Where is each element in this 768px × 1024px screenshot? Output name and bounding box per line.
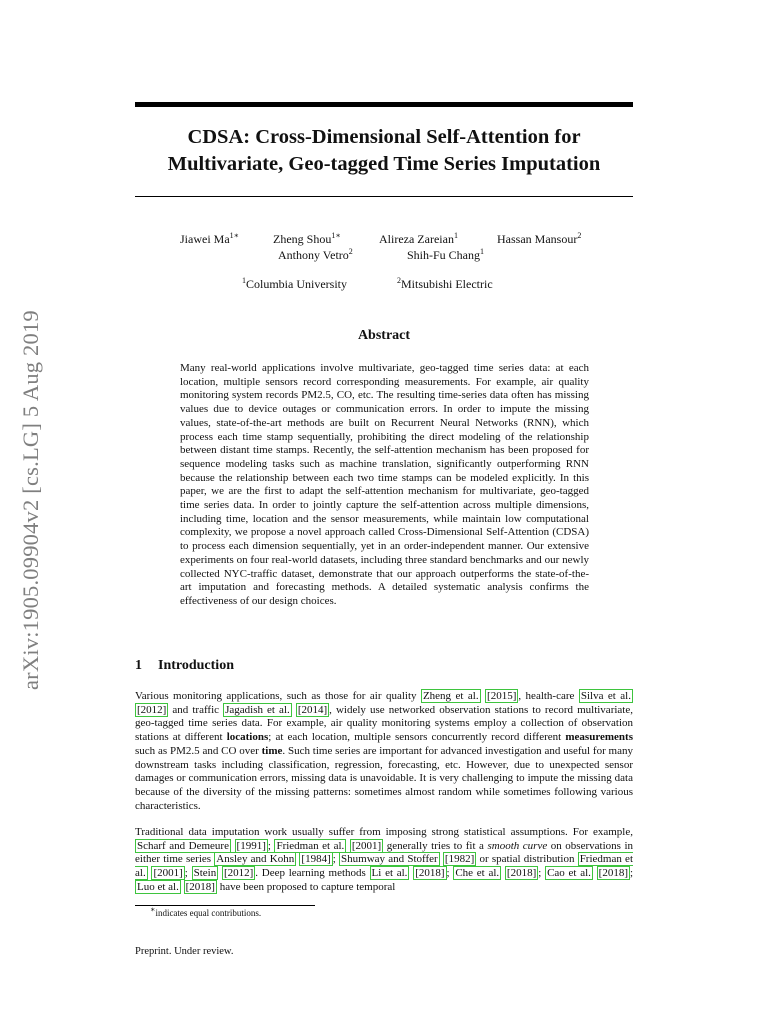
preprint-notice: Preprint. Under review. xyxy=(135,946,234,957)
footnote: ∗indicates equal contributions. xyxy=(150,905,262,918)
citation-link[interactable]: Luo et al. xyxy=(137,880,179,893)
citation-link[interactable]: [2014] xyxy=(297,703,328,716)
author-zheng-shou: Zheng Shou$^{1∗}$ xyxy=(273,231,341,246)
author-alireza-zareian: Alireza Zareian$^1$ xyxy=(379,231,458,246)
citation-link[interactable]: [2001] xyxy=(153,867,183,880)
title-rule xyxy=(135,196,633,197)
bold-term-locations: locations xyxy=(226,731,269,744)
citation-link[interactable]: [2012] xyxy=(223,867,254,880)
citation-link[interactable]: Che et al. xyxy=(455,867,500,880)
citation-link[interactable]: Jagadish et al. xyxy=(225,703,290,716)
citation-link[interactable]: Shumway and Stoffer xyxy=(341,853,438,866)
citation-link[interactable]: [2018] xyxy=(415,867,445,880)
citation-link[interactable]: Cao et al. xyxy=(547,867,591,880)
citation-link[interactable]: [1991] xyxy=(236,839,266,852)
section-heading-introduction xyxy=(135,658,234,674)
title-line-2: Multivariate, Geo-tagged Time Series Imputation xyxy=(167,153,601,175)
affiliation-mitsubishi: $^2$Mitsubishi Electric xyxy=(397,276,493,291)
citation-link[interactable]: Friedman et al. xyxy=(276,839,345,852)
citation-link[interactable]: Stein xyxy=(193,867,217,880)
citation-link[interactable]: [2018] xyxy=(185,880,215,893)
author-hassan-mansour: Hassan Mansour$^2$ xyxy=(497,231,582,246)
citation-link[interactable]: Silva et al. xyxy=(580,690,631,702)
citation-link[interactable]: [2001] xyxy=(351,839,382,852)
author-shih-fu-chang: Shih-Fu Chang$^1$ xyxy=(407,247,485,262)
intro-paragraph-2: Traditional data imputation work usually suffer from imposing strong statistical assumptions. For example, Scharf and Demeure [1991] ; Friedman et al. [2001] generally tries to fit a smooth curve on observations in either time series Ansley and Kohn [1984] ; Shumway and Stoffer [1982] or spatial distribution Friedman et al. [2001] ; Stein [2012] . Deep learning methods Li et al. [2018] ; Che et al. [2018] ; Cao et al. [2018] ; Luo et al. [2018] have been proposed to capture temporal xyxy=(135,826,634,893)
citation-link[interactable]: Li et al. xyxy=(371,867,408,880)
abstract-text: Many real-world applications involve multivariate, geo-tagged time series data: at each location, multiple sensors record corresponding measurements. For example, air quality monitoring system records PM2.5, CO, etc. The resulting time-series data often has missing values due to device outages or communication errors. In order to impute the missing values, state-of-the-art methods are built on Recurrent Neural Networks (RNN), which process each time stamp sequentially, prohibiting the direct modeling of the relationship between distant time stamps. Recently, the self-attention mechanism has been proposed for sequence modeling tasks such as machine translation, significantly outperforming RNN because the relationship between each two time stamps can be modeled explicitly. In this paper, we are the first to adapt the self-attention mechanism for multivariate, geo-tagged time series data. In order to jointly capture the self-attention across multiple dimensions, including time, location and the sensor measurements, while maintain low computational complexity, we propose a novel approach called Cross-Dimensional Self-Attention (CDSA) to process each dimension sequentially, yet in an order-independent manner. Our extensive experiments on four real-world datasets, including three standard benchmarks and our newly collected NYC-traffic dataset, demonstrate that our approach outperforms the state-of-the-art imputation and forecasting methods. A detailed systematic analysis confirms the effectiveness of our design choices. xyxy=(180,362,589,607)
intro-paragraph-1: Various monitoring applications, such as those for air quality Zheng et al. [2015] , health-care Silva et al. [2012] and traffic Jagadish et al. [2014] , widely use networked observation stations to record multivariate, geo-tagged time series data. For example, air quality monitoring systems employ a collection of observation stations at different locations; at each location, multiple sensors concurrently record different measurements such as PM2.5 and CO over time. Such time series are important for advanced investigation and useful for many downstream tasks including classification, regression, forecasting, etc. However, due to unexpected sensor damages or communication errors, missing data is unavoidable. It is very challenging to impute the missing data because of the diversity of the missing patterns: sometimes almost random while sometimes following various characteristics. xyxy=(135,690,633,812)
author-anthony-vetro: Anthony Vetro$^2$ xyxy=(278,247,353,262)
citation-link[interactable]: [2012] xyxy=(137,703,167,716)
citation-link[interactable]: [1982] xyxy=(444,853,475,866)
bold-term-time: time xyxy=(261,744,283,757)
citation-link[interactable]: Scharf and Demeure xyxy=(137,839,229,852)
arxiv-identifier[interactable]: arXiv:1905.09904v2 [cs.LG] 5 Aug 2019 xyxy=(18,310,43,690)
author-jiawei-ma: Jiawei $Ma^{1∗}$ xyxy=(180,231,240,246)
citation-link[interactable]: [2015] xyxy=(487,690,517,702)
bold-term-measurements: measurements xyxy=(565,731,633,744)
section-number: 1 xyxy=(135,658,142,673)
italic-term: smooth curve xyxy=(487,839,548,852)
abstract-heading: Abstract xyxy=(357,328,411,343)
citation-link[interactable]: [1984] xyxy=(301,853,331,866)
footnote-rule xyxy=(135,905,315,906)
citation-link[interactable]: [2018] xyxy=(598,867,628,880)
citation-link[interactable]: Ansley and Kohn xyxy=(216,853,295,866)
citation-link[interactable]: Zheng et al. xyxy=(422,690,479,702)
affiliation-columbia: $^1$Columbia University xyxy=(242,276,347,291)
citation-link[interactable]: [2018] xyxy=(506,867,537,880)
section-title: Introduction xyxy=(158,658,234,673)
citation-link[interactable]: Friedman et al. xyxy=(135,853,633,880)
title-line-1: CDSA: Cross-Dimensional Self-Attention for xyxy=(187,126,581,148)
paper-title xyxy=(135,124,633,178)
top-rule xyxy=(135,102,633,107)
